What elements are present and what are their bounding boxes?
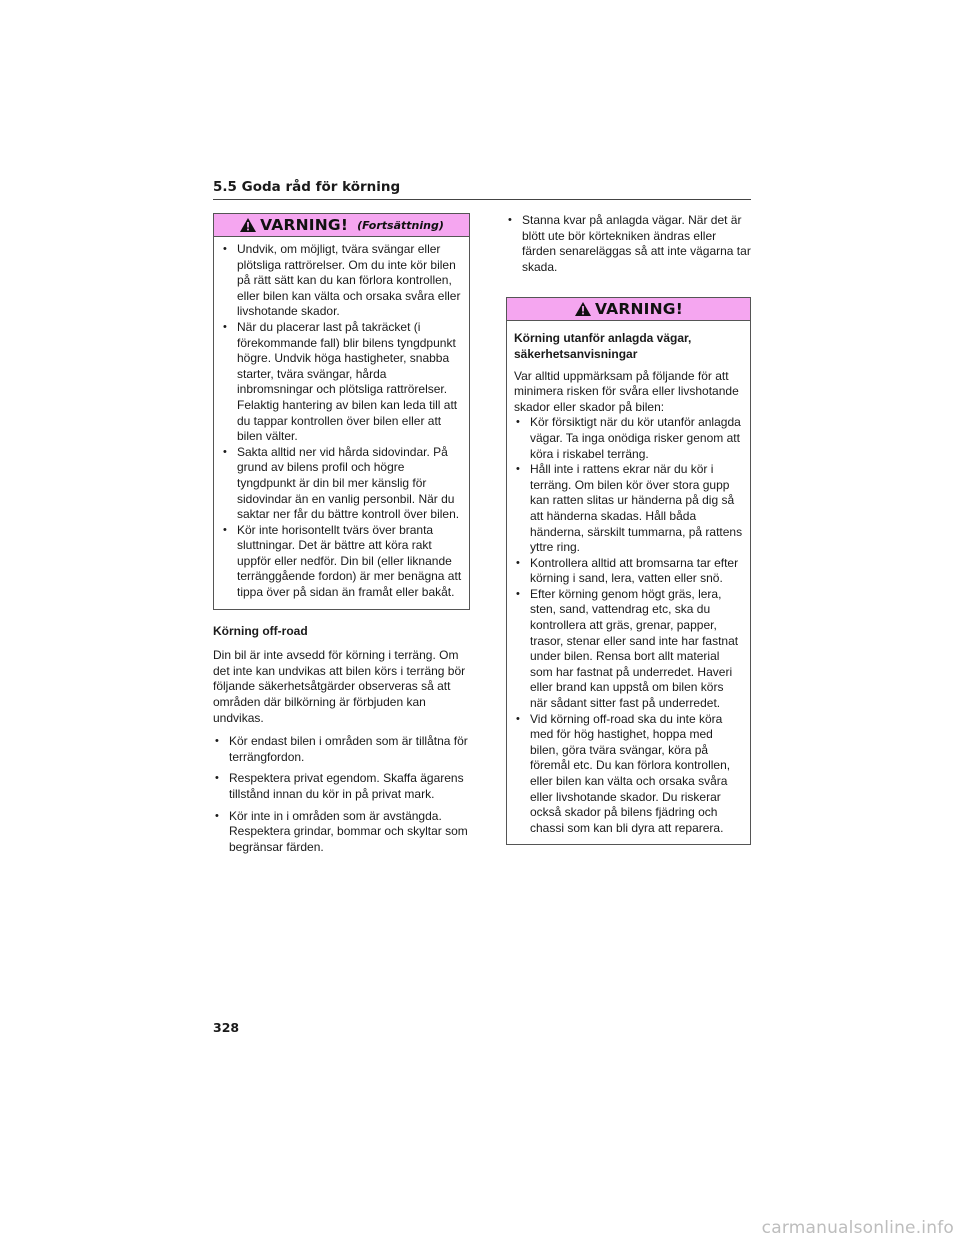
- warning-box-body: [214, 237, 469, 609]
- section-header: [213, 178, 751, 200]
- left-column: [213, 213, 470, 861]
- right-top-list: [506, 213, 751, 275]
- list-item: • Efter körning genom högt gräs, lera, sten, sand, vattendrag etc, ska du kontrollera att gräs, grenar, papper, trasor, stenar eller sand inte har fastnat under bilen. Rensa bort allt material som har fastnat på underredet. Haveri eller brand kan uppstå om bilen körs när sådant sitter fast på underredet.: [514, 587, 743, 712]
- warning-list: [221, 242, 462, 601]
- offroad-intro: Din bil är inte avsedd för körning i terräng. Om det inte kan undvikas att bilen körs i terräng bör följande säkerhetsåtgärder observeras så att områden där bilkörning är förbjuden kan undvikas.: [213, 648, 466, 725]
- list-item: • Håll inte i rattens ekrar när du kör i terräng. Om bilen kör över stora gupp kan ratten slitas ur händerna på dig så att händerna skadas. Håll båda händerna, särskilt tummarna, på rattens yttre ring.: [514, 462, 743, 556]
- list-item: • Sakta alltid ner vid hårda sidovindar. På grund av bilens profil och högre tyngdpunkt är din bil mer känslig för sidovindar än en vanlig personbil. När du saktar ner får du bättre kontroll över bilen.: [221, 445, 462, 523]
- watermark: carmanualsonline.info: [761, 1218, 954, 1238]
- warning-heading: Körning utanför anlagda vägar, säkerhetsanvisningar: [514, 331, 692, 361]
- warning-list: [514, 415, 743, 836]
- warning-box-header: [214, 214, 469, 237]
- warning-triangle-icon: [239, 217, 257, 233]
- warning-box-body: [507, 321, 750, 844]
- list-item: • Stanna kvar på anlagda vägar. När det är blött ute bör körtekniken ändras eller färden senareläggas så att inte vägarna tar skada.: [506, 213, 751, 275]
- offroad-list: [213, 734, 470, 855]
- warning-label: VARNING!: [260, 216, 349, 234]
- warning-continuation: (Fortsättning): [357, 218, 444, 232]
- warning-intro: Var alltid uppmärksam på följande för att minimera risken för svåra eller livshotande skador eller skador på bilen:: [514, 368, 739, 414]
- section-title: 5.5 Goda råd för körning: [213, 179, 401, 195]
- list-item: • När du placerar last på takräcket (i förekommande fall) blir bilens tyngdpunkt högre. Undvik höga hastigheter, snabba starter, tvära svängar, hårda inbromsningar och plötsliga rattrörelser. Felaktig hantering av bilen kan leda till att du tappar kontrollen över bilen eller att bilen välter.: [221, 320, 462, 445]
- list-item: • Kör inte horisontellt tvärs över branta sluttningar. Det är bättre att köra rakt uppför eller nedför. Din bil (eller liknande terränggående fordon) är mer benägna att tippa över på sidan än framåt eller bakåt.: [221, 523, 462, 601]
- warning-box-continued: [213, 213, 470, 610]
- page-number: 328: [213, 1020, 240, 1035]
- list-item: • Kör inte in i områden som är avstängda. Respektera grindar, bommar och skyltar som begränsar färden.: [213, 809, 470, 856]
- warning-box-offroad: [506, 297, 751, 845]
- list-item: • Kontrollera alltid att bromsarna tar efter körning i sand, lera, vatten eller snö.: [514, 556, 743, 587]
- offroad-heading: Körning off-road: [213, 623, 308, 638]
- warning-triangle-icon: [574, 301, 592, 317]
- warning-label: VARNING!: [595, 300, 683, 319]
- list-item: • Respektera privat egendom. Skaffa ägarens tillstånd innan du kör in på privat mark.: [213, 771, 470, 802]
- list-item: • Undvik, om möjligt, tvära svängar eller plötsliga rattrörelser. Om du inte kör bilen på rätt sätt kan du kan förlora kontrollen, eller bilen kan välta och orsaka svåra eller livshotande skador.: [221, 242, 462, 320]
- warning-box-header: [507, 298, 750, 321]
- list-item: • Kör försiktigt när du kör utanför anlagda vägar. Ta inga onödiga risker genom att köra i riskabel terräng.: [514, 415, 743, 462]
- list-item: • Vid körning off-road ska du inte köra med för hög hastighet, hoppa med bilen, göra tvära svängar, köra på föremål etc. Du kan förlora kontrollen, eller bilen kan välta och orsaka svåra eller livshotande skador. Du riskerar också skador på bilens fjädring och chassi som kan bli dyra att reparera.: [514, 712, 743, 837]
- right-column: [506, 213, 751, 845]
- list-item: • Kör endast bilen i områden som är tillåtna för terrängfordon.: [213, 734, 470, 765]
